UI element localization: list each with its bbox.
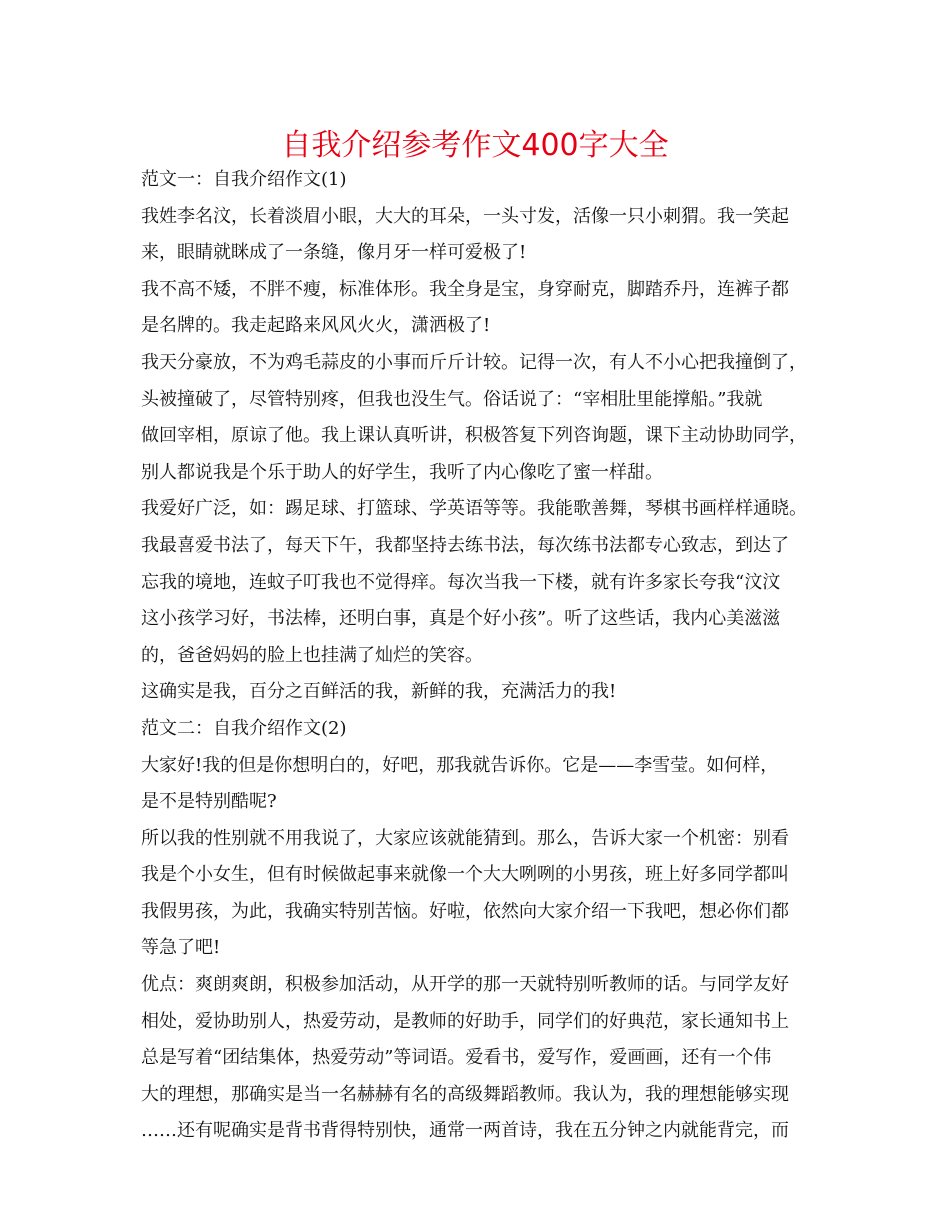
text-line: 相处，爱协助别人，热爱劳动，是教师的好助手，同学们的好典范，家长通知书上: [141, 1010, 789, 1032]
text-line: 大家好!我的但是你想明白的，好吧，那我就告诉你。它是——李雪莹。如何样，: [141, 754, 779, 776]
text-line: 头被撞破了，尽管特别疼，但我也没生气。俗话说了：“宰相肚里能撑船。”我就: [141, 388, 763, 410]
text-line: 忘我的境地，连蚊子叮我也不觉得痒。每次当我一下楼，就有许多家长夸我“汶汶: [141, 571, 781, 593]
document-body: [141, 162, 813, 1150]
text-line: 总是写着“团结集体，热爱劳动”等词语。爱看书，爱写作，爱画画，还有一个伟: [141, 1047, 772, 1069]
text-line: 我爱好广泛，如：踢足球、打篮球、学英语等等。我能歌善舞，琴棋书画样样通晓。: [141, 498, 807, 520]
text-line: 我最喜爱书法了，每天下午，我都坚持去练书法，每次练书法都专心致志，到达了: [141, 534, 789, 556]
text-line: 是名牌的。我走起路来风风火火，潇洒极了!: [141, 315, 491, 337]
text-line: 是不是特别酷呢?: [141, 791, 277, 813]
text-line: 大的理想，那确实是当一名赫赫有名的高级舞蹈教师。我认为，我的理想能够实现: [141, 1083, 789, 1105]
text-line: 这小孩学习好，书法棒，还明白事，真是个好小孩”。听了这些话，我内心美滋滋: [141, 608, 781, 630]
text-line: 别人都说我是个乐于助人的好学生，我听了内心像吃了蜜一样甜。: [141, 461, 663, 483]
text-line: ……还有呢确实是背书背得特别快，通常一两首诗，我在五分钟之内就能背完，而: [141, 1120, 789, 1142]
text-line: 来，眼睛就眯成了一条缝，像月牙一样可爱极了!: [141, 242, 527, 264]
text-line: 我是个小女生，但有时候做起事来就像一个大大咧咧的小男孩，班上好多同学都叫: [141, 864, 789, 886]
text-line: 我姓李名汶，长着淡眉小眼，大大的耳朵，一头寸发，活像一只小刺猬。我一笑起: [141, 205, 789, 227]
text-line: 我假男孩，为此，我确实特别苦恼。好啦，依然向大家介绍一下我吧，想必你们都: [141, 900, 789, 922]
text-line: 所以我的性别就不用我说了，大家应该就能猜到。那么，告诉大家一个机密：别看: [141, 827, 789, 849]
document-title: 自我介绍参考作文400字大全: [281, 128, 669, 163]
text-line: 等急了吧!: [141, 937, 221, 959]
text-line: 优点：爽朗爽朗，积极参加活动，从开学的那一天就特别听教师的话。与同学友好: [141, 974, 789, 996]
text-line: 我不高不矮，不胖不瘦，标准体形。我全身是宝，身穿耐克，脚踏乔丹，连裤子都: [141, 278, 789, 300]
text-line: 这确实是我，百分之百鲜活的我，新鲜的我，充满活力的我!: [141, 681, 617, 703]
text-line: 的，爸爸妈妈的脸上也挂满了灿烂的笑容。: [141, 644, 483, 666]
text-line: 范文二：自我介绍作文(2): [141, 717, 347, 739]
text-line: 我天分豪放，不为鸡毛蒜皮的小事而斤斤计较。记得一次，有人不小心把我撞倒了，: [141, 351, 807, 373]
text-line: 范文一：自我介绍作文(1): [141, 169, 347, 190]
text-line: 做回宰相，原谅了他。我上课认真听讲，积极答复下列咨询题，课下主动协助同学，: [141, 425, 807, 447]
